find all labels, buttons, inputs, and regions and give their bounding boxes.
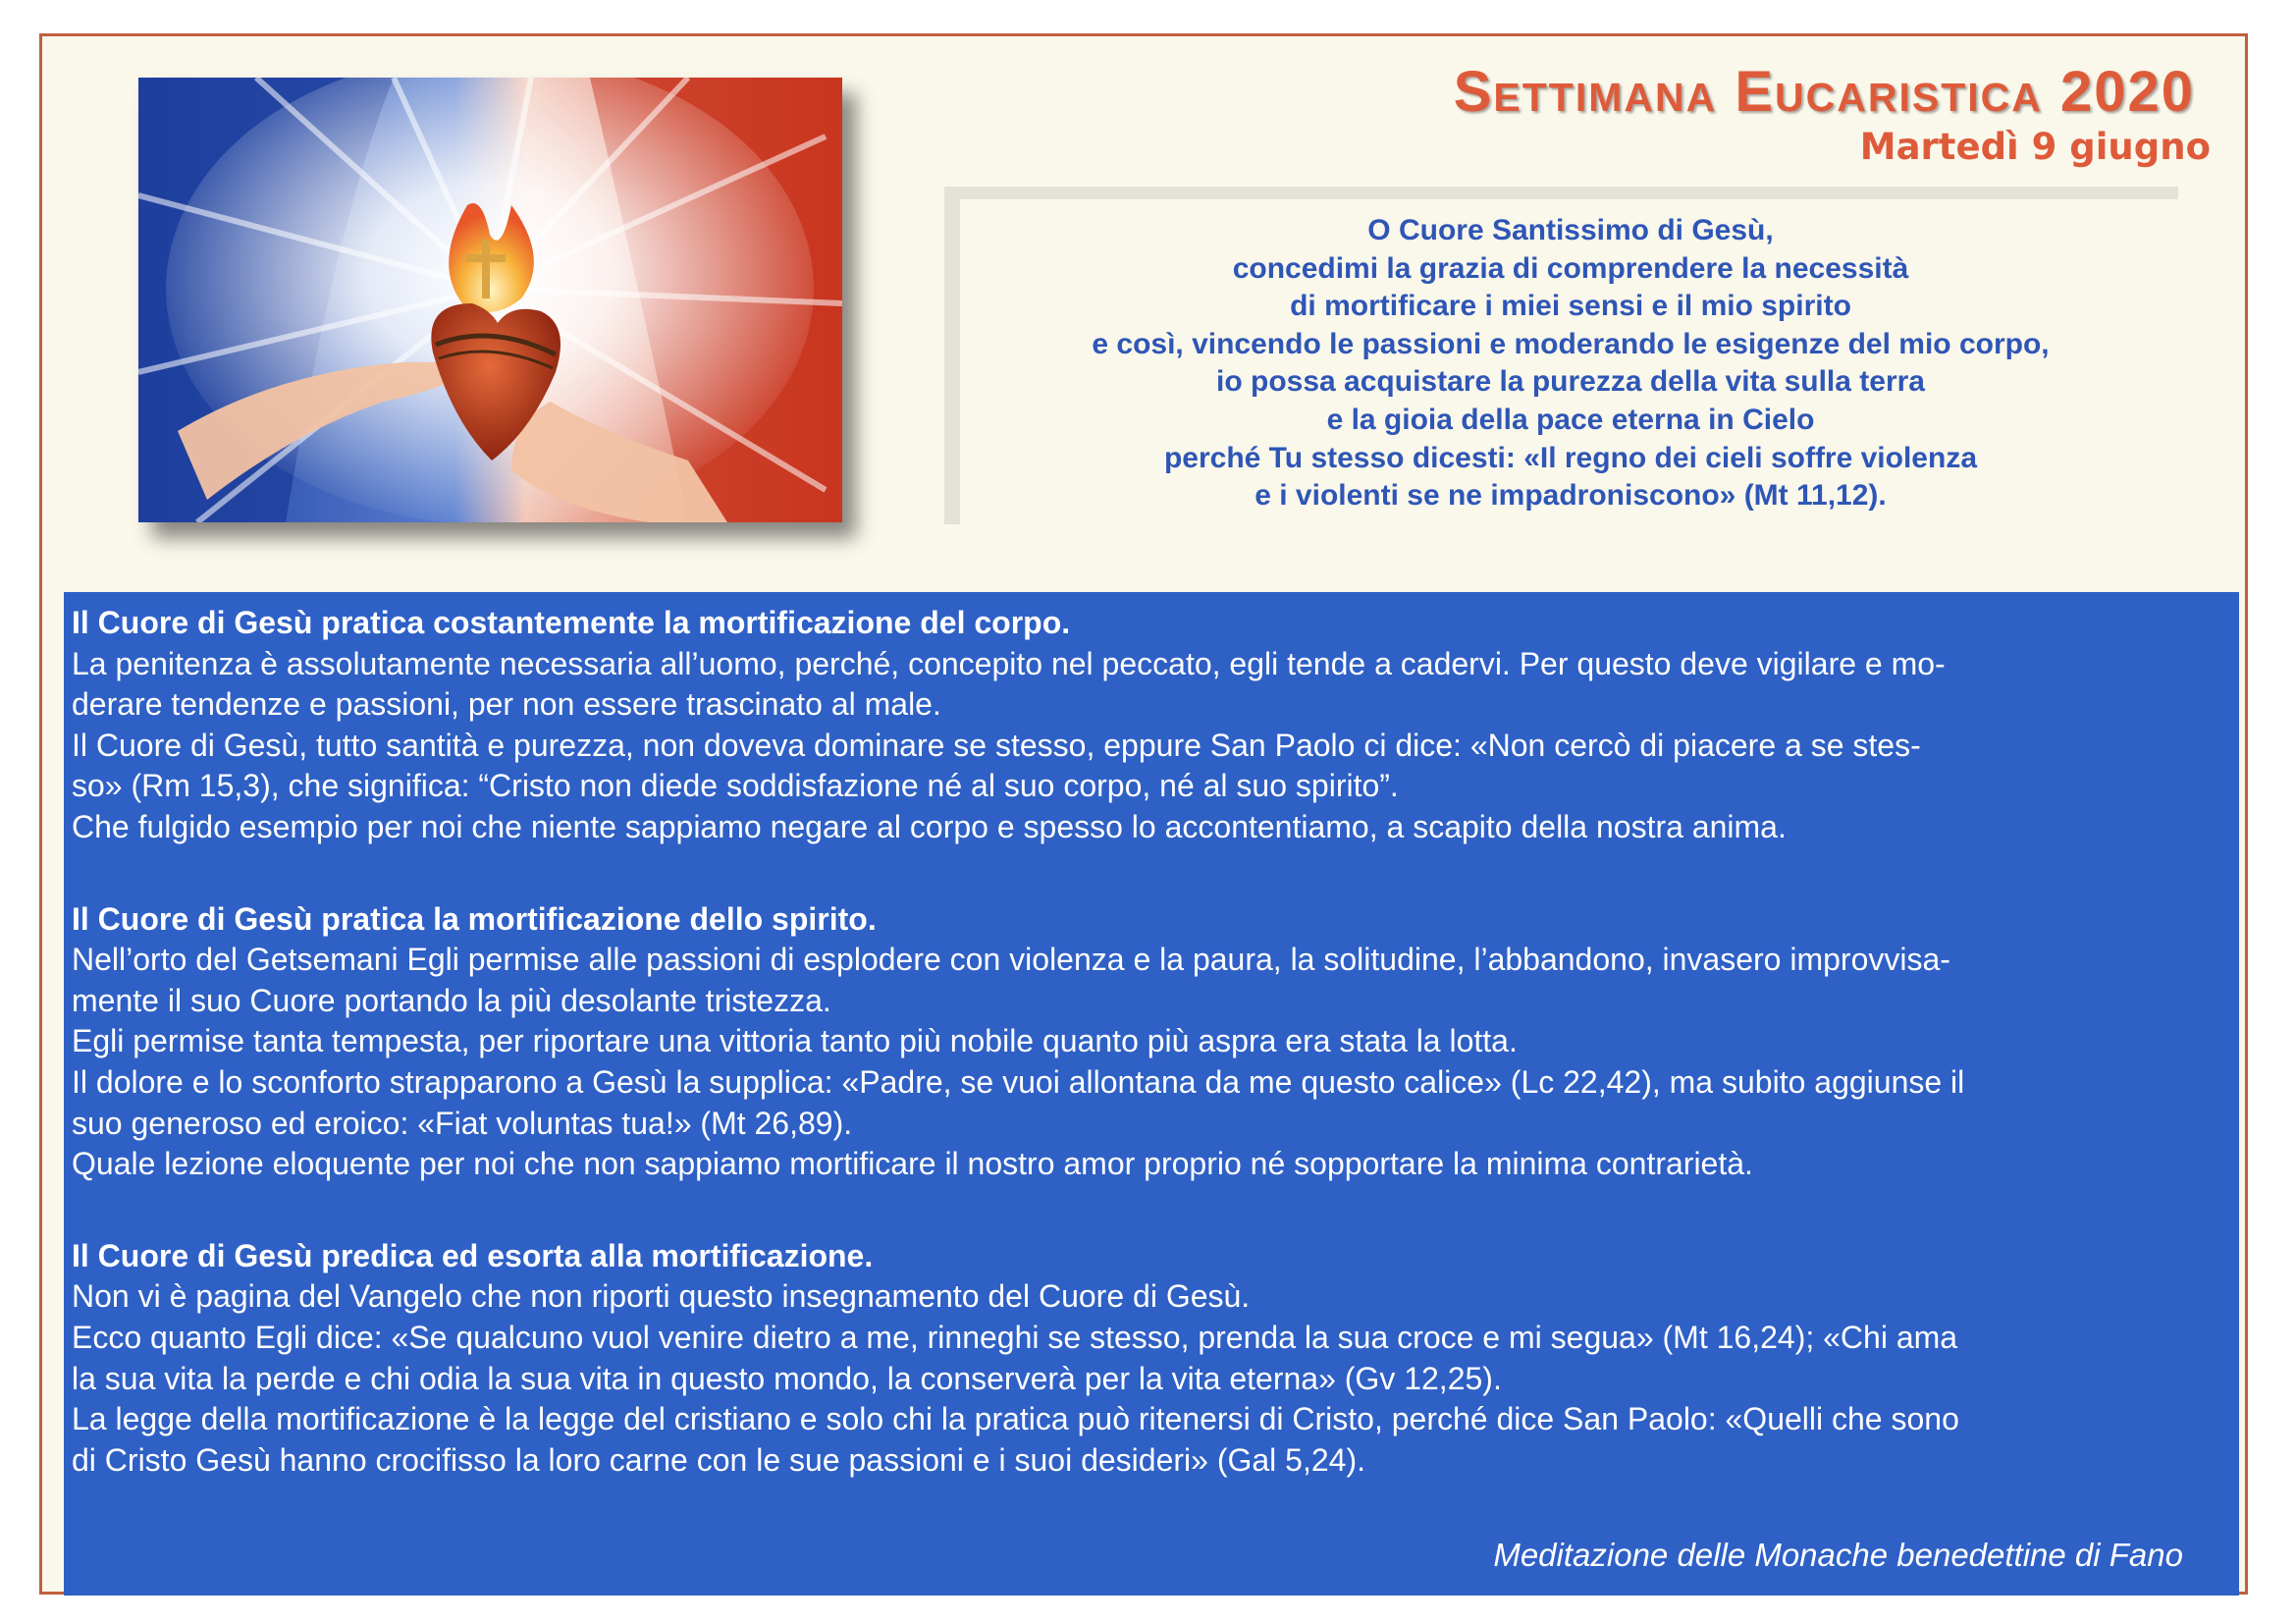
section-heading: Il Cuore di Gesù pratica la mortificazione dello spirito.	[72, 900, 877, 937]
section-heading: Il Cuore di Gesù pratica costantemente la mortificazione del corpo.	[72, 605, 1071, 640]
sacred-heart-image	[138, 78, 842, 522]
section-spacer	[72, 848, 2221, 899]
page-subtitle-date: Martedì 9 giugno	[1859, 126, 2211, 168]
paragraph-line: Nell’orto del Getsemani Egli permise alle passioni di esplodere con violenza e la paura, la solitudine, l’abbandono, invasero improvvisa-	[72, 942, 1950, 978]
paragraph-line: suo generoso ed eroico: «Fiat voluntas tua!» (Mt 26,89).	[72, 1105, 853, 1141]
prayer-line: concedimi la grazia di comprendere la necessità	[1232, 251, 1909, 285]
paragraph-line: so» (Rm 15,3), che significa: “Cristo non diede soddisfazione né al suo corpo, né al suo spirito”.	[72, 768, 1399, 804]
prayer-line: e i violenti se ne impadroniscono» (Mt 11,12).	[1255, 479, 1887, 513]
paragraph-line: Quale lezione eloquente per noi che non sappiamo mortificare il nostro amor proprio né sopportare la minima contrarietà.	[72, 1146, 1753, 1182]
paragraph-line: Il Cuore di Gesù, tutto santità e purezza, non doveva dominare se stesso, eppure San Paolo ci dice: «Non cercò di piacere a se stes-	[72, 727, 1921, 763]
paragraph-line: Egli permise tanta tempesta, per riportare una vittoria tanto più nobile quanto più aspra era stata la lotta.	[72, 1023, 1518, 1059]
paragraph-line: mente il suo Cuore portando la più desolante tristezza.	[72, 982, 831, 1018]
paragraph-line: Il dolore e lo sconforto strapparono a Gesù la supplica: «Padre, se vuoi allontana da me questo calice» (Lc 22,42), ma subito aggiunse il	[72, 1063, 1965, 1100]
section-spacer	[72, 1185, 2221, 1236]
prayer-line: e così, vincendo le passioni e moderando le esigenze del mio corpo,	[1092, 327, 2050, 360]
section-heading: Il Cuore di Gesù predica ed esorta alla mortificazione.	[72, 1237, 874, 1273]
paragraph-line: La legge della mortificazione è la legge del cristiano e solo chi la pratica può ritenersi di Cristo, perché dice San Paolo: «Quelli che sono	[72, 1401, 1959, 1437]
prayer-line: io possa acquistare la purezza della vita sulla terra	[1216, 365, 1925, 399]
paragraph-line: Ecco quanto Egli dice: «Se qualcuno vuol venire dietro a me, rinneghi se stesso, prenda la sua croce e mi segua» (Mt 16,24); «Chi ama	[72, 1319, 1958, 1355]
paragraph-line: Non vi è pagina del Vangelo che non riporti questo insegnamento del Cuore di Gesù.	[72, 1278, 1251, 1315]
page-title: Settimana Eucaristica 2020	[1453, 60, 2195, 124]
prayer-line: perché Tu stesso dicesti: «Il regno dei cieli soffre violenza	[1163, 441, 1978, 474]
meditation-panel	[64, 592, 2239, 1596]
paragraph-line: La penitenza è assolutamente necessaria all’uomo, perché, concepito nel peccato, egli tende a cadervi. Per questo deve vigilare e mo-	[72, 645, 1946, 681]
prayer-line: di mortificare i miei sensi e il mio spirito	[1290, 290, 1851, 323]
signature: Meditazione delle Monache benedettine di Fano	[1493, 1537, 2183, 1574]
prayer-text	[962, 212, 2179, 515]
paragraph-line: di Cristo Gesù hanno crocifisso la loro carne con le sue passioni e i suoi desideri» (Gal 5,24).	[72, 1441, 1365, 1478]
paragraph-line: Che fulgido esempio per noi che niente sappiamo negare al corpo e spesso lo accontentiamo, a scapito della nostra anima.	[72, 808, 1787, 844]
prayer-line: O Cuore Santissimo di Gesù,	[1367, 214, 1774, 246]
sacred-heart-illustration	[138, 78, 842, 522]
paragraph-line: la sua vita la perde e chi odia la sua vita in questo mondo, la conserverà per la vita eterna» (Gv 12,25).	[72, 1360, 1502, 1396]
paragraph-line: derare tendenze e passioni, per non essere trascinato al male.	[72, 686, 941, 723]
prayer-line: e la gioia della pace eterna in Cielo	[1326, 403, 1815, 436]
